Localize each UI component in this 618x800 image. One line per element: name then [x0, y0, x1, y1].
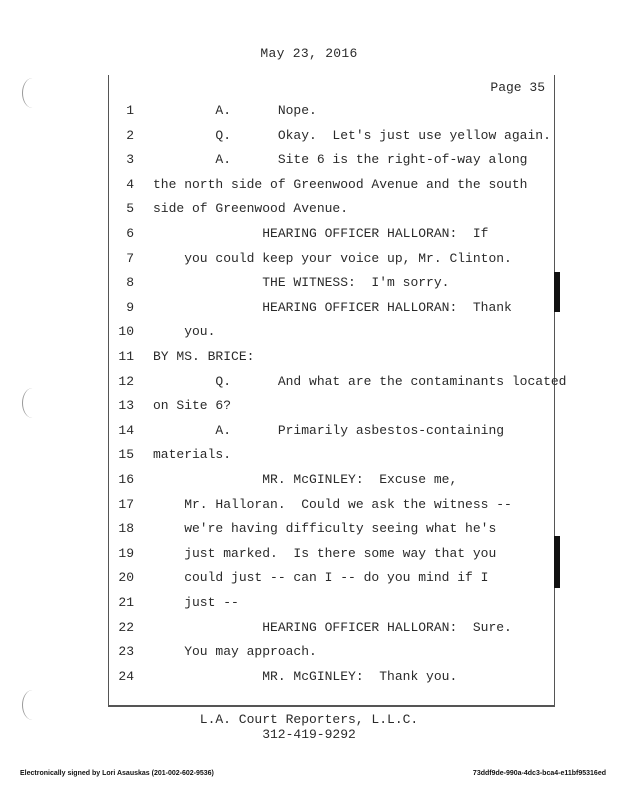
line-number: 4 [126, 176, 134, 192]
transcript-line [0, 546, 618, 570]
line-text: HEARING OFFICER HALLORAN: Thank [153, 299, 512, 315]
line-number: 22 [118, 619, 134, 635]
transcript-line [0, 521, 618, 545]
line-number: 18 [118, 521, 134, 537]
line-text: A. Site 6 is the right-of-way along [153, 152, 528, 168]
line-number: 1 [126, 103, 134, 118]
transcript-line [0, 103, 618, 127]
transcript-line [0, 177, 618, 201]
line-number: 15 [118, 447, 134, 463]
line-text: HEARING OFFICER HALLORAN: Sure. [153, 619, 512, 635]
line-text: you. [153, 324, 216, 340]
line-number: 23 [118, 644, 134, 660]
line-number: 19 [118, 545, 134, 561]
line-text: MR. McGINLEY: Excuse me, [153, 472, 458, 487]
transcript-line [0, 374, 618, 398]
transcript-line [0, 669, 618, 693]
electronic-signature-note: Electronically signed by Lori Asauskas (201-002-602-9536) [20, 770, 214, 777]
transcript-line [0, 152, 618, 176]
line-text: you could keep your voice up, Mr. Clinton. [153, 250, 512, 266]
transcript-line [0, 620, 618, 644]
page-number: Page 35 [490, 80, 545, 95]
line-number: 8 [126, 275, 134, 291]
signature-id: 73ddf9de-990a-4dc3-bca4-e11bf95316ed [472, 770, 606, 777]
line-number: 11 [118, 349, 134, 364]
line-text: You may approach. [153, 644, 317, 660]
line-text: THE WITNESS: I'm sorry. [153, 275, 450, 291]
line-text: Mr. Halloran. Could we ask the witness -- [153, 496, 512, 512]
line-number: 12 [118, 373, 134, 389]
transcript-line [0, 447, 618, 471]
transcript-line [0, 324, 618, 348]
transcript-line [0, 300, 618, 324]
line-number: 9 [126, 299, 134, 315]
transcript-line [0, 497, 618, 521]
line-number: 5 [126, 201, 134, 217]
line-number: 17 [118, 496, 134, 512]
transcript-line [0, 595, 618, 619]
transcript-line [0, 226, 618, 250]
line-text: materials. [153, 447, 232, 463]
line-text: A. Nope. [153, 103, 317, 118]
transcript-line [0, 472, 618, 496]
transcript-line [0, 644, 618, 668]
transcript-line [0, 423, 618, 447]
line-number: 6 [126, 226, 134, 241]
binding-hole-icon [22, 388, 43, 418]
line-text: HEARING OFFICER HALLORAN: If [153, 226, 489, 241]
reporter-phone: 312-419-9292 [262, 727, 356, 742]
line-text: BY MS. BRICE: [153, 349, 255, 364]
transcript-line [0, 570, 618, 594]
line-number: 20 [118, 570, 134, 586]
transcript-line [0, 251, 618, 275]
line-number: 13 [118, 398, 134, 414]
transcript-line [0, 275, 618, 299]
transcript-date: May 23, 2016 [260, 46, 358, 61]
line-text: side of Greenwood Avenue. [153, 201, 349, 217]
line-text: just -- [153, 595, 239, 610]
line-number: 21 [118, 595, 134, 610]
transcript-line [0, 128, 618, 152]
line-text: Q. Okay. Let's just use yellow again. [153, 127, 551, 143]
line-number: 24 [118, 668, 134, 684]
margin-mark [554, 272, 560, 312]
line-text: we're having difficulty seeing what he's [153, 521, 497, 537]
line-number: 7 [126, 250, 134, 266]
line-text: Q. And what are the contaminants located [153, 373, 567, 389]
line-number: 14 [118, 422, 134, 438]
line-text: MR. McGINLEY: Thank you. [153, 668, 458, 684]
transcript-line [0, 398, 618, 422]
line-number: 16 [118, 472, 134, 487]
line-number: 10 [118, 324, 134, 340]
transcript-line [0, 201, 618, 225]
line-text: A. Primarily asbestos-containing [153, 422, 505, 438]
line-text: just marked. Is there some way that you [153, 545, 497, 561]
line-text: on Site 6? [153, 398, 232, 414]
line-text: the north side of Greenwood Avenue and the south [153, 176, 528, 192]
binding-hole-icon [22, 78, 43, 108]
margin-mark [554, 536, 560, 588]
line-number: 3 [126, 152, 134, 168]
line-number: 2 [126, 127, 134, 143]
reporter-company: L.A. Court Reporters, L.L.C. [199, 712, 419, 727]
transcript-line [0, 349, 618, 373]
line-text: could just -- can I -- do you mind if I [153, 570, 489, 586]
